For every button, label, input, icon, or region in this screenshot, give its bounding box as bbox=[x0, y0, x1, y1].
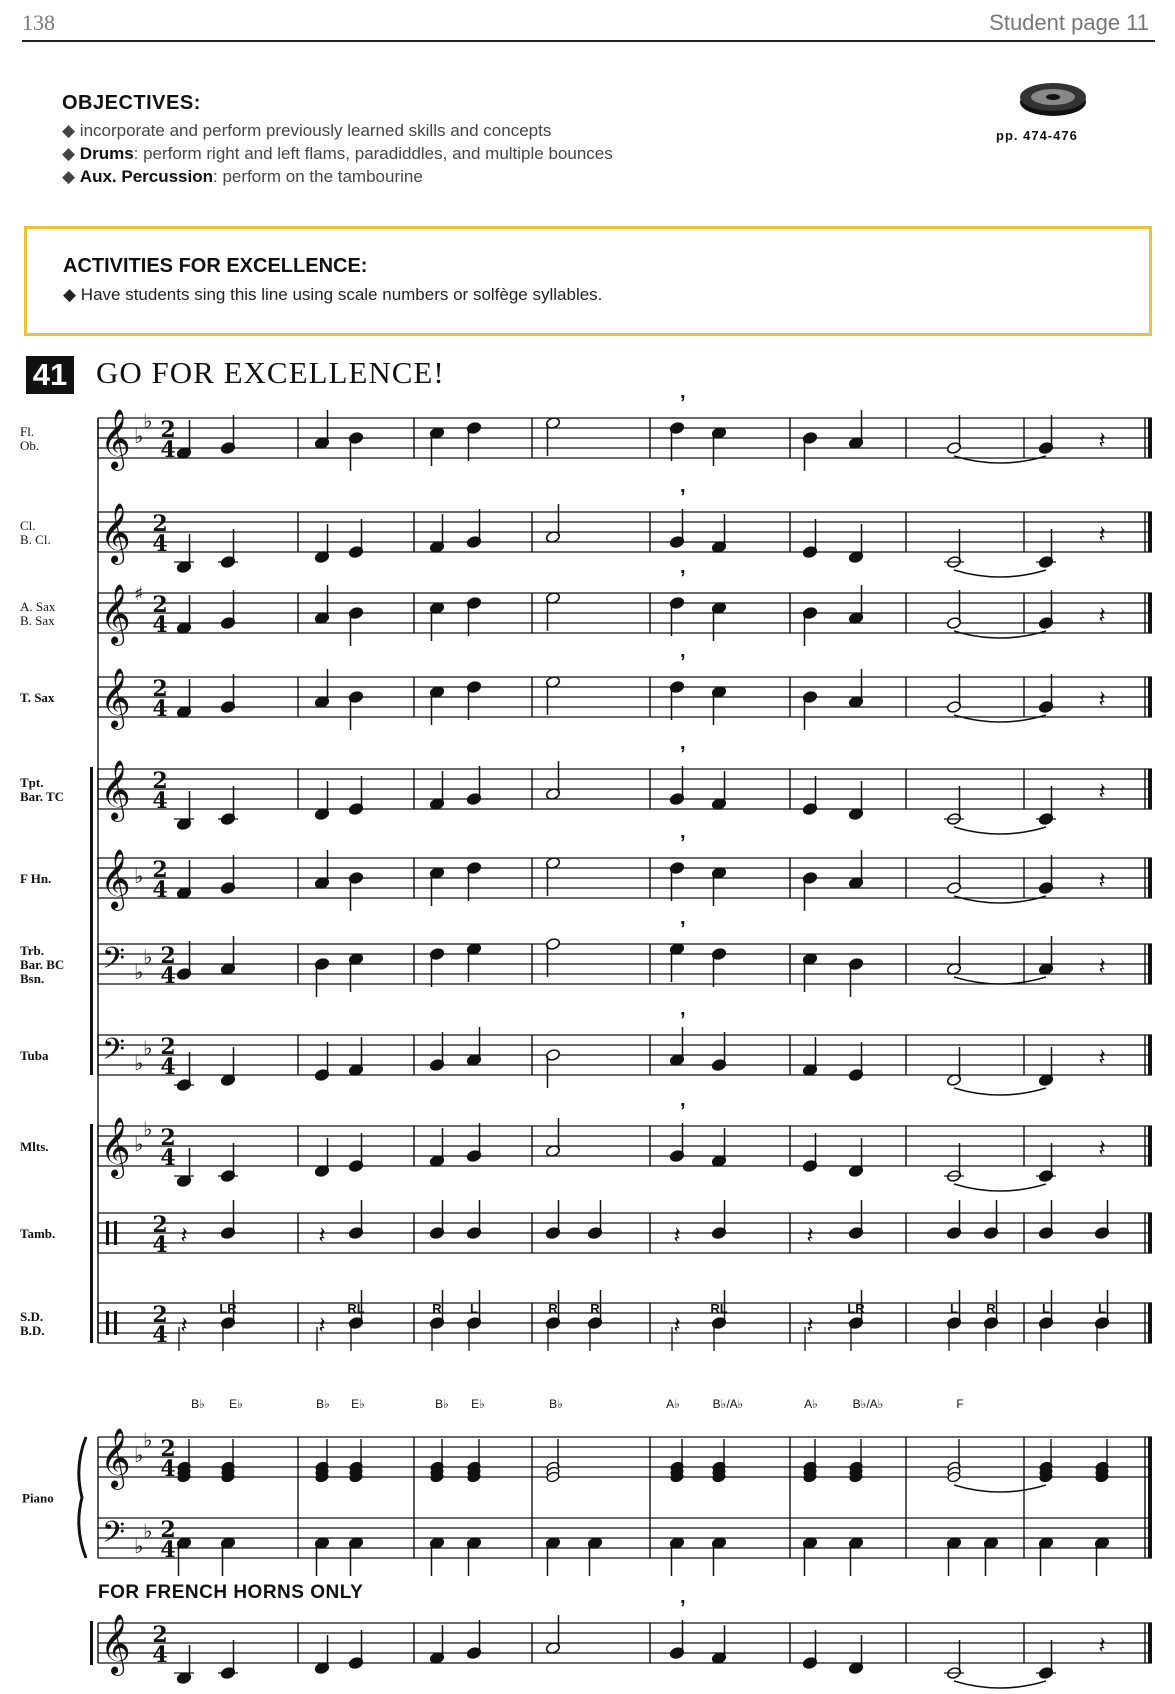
objectives-heading: OBJECTIVES: bbox=[62, 92, 201, 114]
instrument-label: S.D. bbox=[20, 1309, 44, 1324]
sticking-label: L bbox=[950, 1301, 958, 1316]
bass-clef: 𝄢 bbox=[102, 1516, 126, 1557]
time-signature-top: 2 bbox=[160, 1436, 176, 1462]
quarter-rest: 𝄽 bbox=[1098, 426, 1106, 454]
time-signature-bottom: 4 bbox=[152, 877, 168, 903]
time-signature-bottom: 4 bbox=[160, 437, 176, 463]
quarter-rest: 𝄽 bbox=[1098, 685, 1106, 713]
activity-item: ◆ Have students sing this line using scale numbers or solfège syllables. bbox=[63, 285, 603, 304]
treble-clef: 𝄞 bbox=[100, 503, 131, 563]
piano-brace bbox=[79, 1437, 86, 1558]
time-signature-top: 2 bbox=[152, 768, 168, 794]
quarter-rest: 𝄽 bbox=[1098, 777, 1106, 805]
treble-clef: 𝄞 bbox=[100, 849, 131, 909]
chord-symbol: B♭ bbox=[316, 1397, 330, 1411]
time-signature-bottom: 4 bbox=[160, 1456, 176, 1482]
time-signature-bottom: 4 bbox=[160, 1054, 176, 1080]
breath-mark: , bbox=[680, 821, 686, 843]
flat-sign: ♭ bbox=[143, 1428, 153, 1452]
time-signature-top: 2 bbox=[152, 857, 168, 883]
tie bbox=[954, 715, 1046, 722]
french-horn-heading: FOR FRENCH HORNS ONLY bbox=[98, 1582, 364, 1603]
tie bbox=[954, 977, 1046, 984]
sharp-sign: ♯ bbox=[134, 583, 144, 605]
treble-clef: 𝄞 bbox=[100, 1614, 131, 1674]
tie bbox=[954, 1088, 1046, 1095]
flat-sign: ♭ bbox=[134, 864, 144, 888]
breath-mark: , bbox=[680, 732, 686, 754]
time-signature-top: 2 bbox=[160, 943, 176, 969]
quarter-rest: 𝄽 bbox=[1098, 1043, 1106, 1071]
sticking-label: R bbox=[432, 1301, 442, 1316]
flat-sign: ♭ bbox=[143, 1036, 153, 1060]
breath-mark: , bbox=[680, 475, 686, 497]
exercise-number: 41 bbox=[26, 356, 74, 394]
flat-sign: ♭ bbox=[134, 1534, 144, 1558]
quarter-rest: 𝄽 bbox=[318, 1311, 326, 1339]
tie bbox=[954, 1681, 1046, 1688]
final-barline bbox=[1148, 1035, 1152, 1075]
time-signature-bottom: 4 bbox=[152, 788, 168, 814]
tie bbox=[954, 1184, 1046, 1191]
time-signature-top: 2 bbox=[152, 511, 168, 537]
final-barline bbox=[1148, 1126, 1152, 1166]
instrument-label: Fl. bbox=[20, 424, 35, 439]
sticking-label: LR bbox=[219, 1301, 237, 1316]
cd-reference: pp. 474-476 bbox=[996, 128, 1078, 143]
tie bbox=[954, 896, 1046, 903]
time-signature-top: 2 bbox=[152, 592, 168, 618]
time-signature-top: 2 bbox=[152, 1622, 168, 1648]
treble-clef: 𝄞 bbox=[100, 668, 131, 728]
chord-symbol: B♭/A♭ bbox=[712, 1397, 744, 1411]
chord-symbol: B♭ bbox=[435, 1397, 449, 1411]
final-barline bbox=[1148, 593, 1152, 633]
percussion-clef bbox=[114, 1221, 117, 1245]
time-signature-bottom: 4 bbox=[152, 1642, 168, 1668]
tie bbox=[954, 570, 1046, 577]
treble-clef: 𝄞 bbox=[100, 1117, 131, 1177]
quarter-rest: 𝄽 bbox=[1098, 601, 1106, 629]
instrument-label: Ob. bbox=[20, 438, 40, 453]
percussion-bracket bbox=[90, 1124, 93, 1343]
time-signature-bottom: 4 bbox=[152, 696, 168, 722]
chord-symbol: B♭ bbox=[191, 1397, 205, 1411]
breath-mark: , bbox=[680, 998, 686, 1020]
quarter-rest: 𝄽 bbox=[673, 1311, 681, 1339]
time-signature-bottom: 4 bbox=[160, 963, 176, 989]
flat-sign: ♭ bbox=[143, 1117, 153, 1141]
breath-mark: , bbox=[680, 381, 686, 403]
tie bbox=[954, 456, 1046, 463]
instrument-label: A. Sax bbox=[20, 599, 56, 614]
chord-symbol: A♭ bbox=[666, 1397, 680, 1411]
time-signature-top: 2 bbox=[152, 1212, 168, 1238]
quarter-rest: 𝄽 bbox=[806, 1311, 814, 1339]
percussion-clef bbox=[106, 1221, 109, 1245]
final-barline bbox=[1148, 418, 1152, 458]
instrument-label: Mlts. bbox=[20, 1139, 49, 1154]
flat-sign: ♭ bbox=[134, 424, 144, 448]
chord-symbol: E♭ bbox=[229, 1397, 243, 1411]
percussion-clef bbox=[114, 1311, 117, 1335]
flat-sign: ♭ bbox=[134, 960, 144, 984]
final-barline bbox=[1148, 1303, 1152, 1343]
instrument-label: Bar. TC bbox=[20, 789, 65, 804]
sticking-label: RL bbox=[347, 1301, 365, 1316]
breath-mark: , bbox=[680, 907, 686, 929]
instrument-label: Trb. bbox=[20, 943, 44, 958]
final-barline bbox=[1148, 677, 1152, 717]
objective-item: ◆ incorporate and perform previously learned skills and concepts bbox=[62, 121, 552, 140]
percussion-clef bbox=[106, 1311, 109, 1335]
flat-sign: ♭ bbox=[143, 945, 153, 969]
chord-symbol: B♭ bbox=[549, 1397, 563, 1411]
time-signature-bottom: 4 bbox=[152, 1322, 168, 1348]
instrument-label: Bsn. bbox=[20, 971, 45, 986]
time-signature-top: 2 bbox=[160, 1517, 176, 1543]
page-number: 138 bbox=[22, 10, 55, 35]
flat-sign: ♭ bbox=[134, 1132, 144, 1156]
sticking-label: R bbox=[548, 1301, 558, 1316]
quarter-rest: 𝄽 bbox=[1098, 1631, 1106, 1659]
student-page-label: Student page 11 bbox=[989, 10, 1149, 35]
flat-sign: ♭ bbox=[143, 1519, 153, 1543]
breath-mark: , bbox=[680, 556, 686, 578]
quarter-rest: 𝄽 bbox=[673, 1221, 681, 1249]
instrument-label: F Hn. bbox=[20, 871, 52, 886]
sticking-label: LR bbox=[847, 1301, 865, 1316]
final-barline bbox=[1148, 944, 1152, 984]
objective-item: ◆ Aux. Percussion: perform on the tambourine bbox=[62, 167, 423, 186]
sticking-label: L bbox=[1098, 1301, 1106, 1316]
tie bbox=[954, 631, 1046, 638]
sticking-label: RL bbox=[710, 1301, 728, 1316]
time-signature-bottom: 4 bbox=[152, 612, 168, 638]
instrument-label: B. Sax bbox=[20, 613, 55, 628]
flat-sign: ♭ bbox=[134, 1051, 144, 1075]
quarter-rest: 𝄽 bbox=[806, 1221, 814, 1249]
quarter-rest: 𝄽 bbox=[1098, 952, 1106, 980]
quarter-rest: 𝄽 bbox=[1098, 520, 1106, 548]
quarter-rest: 𝄽 bbox=[1098, 1134, 1106, 1162]
chord-symbol: F bbox=[956, 1397, 964, 1411]
bass-clef: 𝄢 bbox=[102, 1033, 126, 1074]
piano-label: Piano bbox=[22, 1490, 54, 1506]
final-barline bbox=[1148, 769, 1152, 809]
instrument-label: B. Cl. bbox=[20, 532, 51, 547]
tie bbox=[954, 1485, 1046, 1492]
treble-clef: 𝄞 bbox=[100, 760, 131, 820]
chord-symbol: A♭ bbox=[804, 1397, 818, 1411]
instrument-label: Tpt. bbox=[20, 775, 44, 790]
breath-mark: , bbox=[680, 1586, 686, 1608]
flat-sign: ♭ bbox=[143, 409, 153, 433]
time-signature-top: 2 bbox=[160, 1125, 176, 1151]
sticking-label: R bbox=[986, 1301, 996, 1316]
quarter-rest: 𝄽 bbox=[318, 1221, 326, 1249]
exercise-title: GO FOR EXCELLENCE! bbox=[96, 355, 445, 390]
treble-clef: 𝄞 bbox=[100, 1428, 131, 1488]
sticking-label: R bbox=[590, 1301, 600, 1316]
instrument-label: T. Sax bbox=[20, 690, 55, 705]
final-barline bbox=[1148, 512, 1152, 552]
treble-clef: 𝄞 bbox=[100, 409, 131, 469]
time-signature-bottom: 4 bbox=[160, 1537, 176, 1563]
breath-mark: , bbox=[680, 640, 686, 662]
instrument-label: Tamb. bbox=[20, 1226, 56, 1241]
chord-symbol: E♭ bbox=[351, 1397, 365, 1411]
time-signature-top: 2 bbox=[152, 1302, 168, 1328]
sticking-label: L bbox=[1042, 1301, 1050, 1316]
quarter-rest: 𝄽 bbox=[180, 1311, 188, 1339]
flat-sign: ♭ bbox=[134, 1443, 144, 1467]
time-signature-bottom: 4 bbox=[152, 531, 168, 557]
quarter-rest: 𝄽 bbox=[1098, 866, 1106, 894]
chord-symbol: B♭/A♭ bbox=[852, 1397, 884, 1411]
brass-bracket bbox=[90, 767, 93, 1075]
instrument-label: B.D. bbox=[20, 1323, 45, 1338]
quarter-rest: 𝄽 bbox=[180, 1221, 188, 1249]
final-barline bbox=[1148, 1623, 1152, 1663]
activities-heading: ACTIVITIES FOR EXCELLENCE: bbox=[63, 255, 368, 277]
final-barline bbox=[1148, 858, 1152, 898]
chord-symbol: E♭ bbox=[471, 1397, 485, 1411]
time-signature-top: 2 bbox=[152, 676, 168, 702]
instrument-label: Cl. bbox=[20, 518, 36, 533]
sticking-label: L bbox=[470, 1301, 478, 1316]
breath-mark: , bbox=[680, 1089, 686, 1111]
time-signature-bottom: 4 bbox=[152, 1232, 168, 1258]
tie bbox=[954, 827, 1046, 834]
instrument-label: Bar. BC bbox=[20, 957, 65, 972]
instrument-label: Tuba bbox=[20, 1048, 49, 1063]
time-signature-bottom: 4 bbox=[160, 1145, 176, 1171]
objective-item: ◆ Drums: perform right and left flams, paradiddles, and multiple bounces bbox=[62, 144, 613, 163]
time-signature-top: 2 bbox=[160, 1034, 176, 1060]
treble-clef: 𝄞 bbox=[100, 584, 131, 644]
french-horn-bracket bbox=[90, 1621, 93, 1665]
bass-clef: 𝄢 bbox=[102, 942, 126, 983]
time-signature-top: 2 bbox=[160, 417, 176, 443]
final-barline bbox=[1148, 1213, 1152, 1253]
final-barline bbox=[1148, 1437, 1152, 1558]
